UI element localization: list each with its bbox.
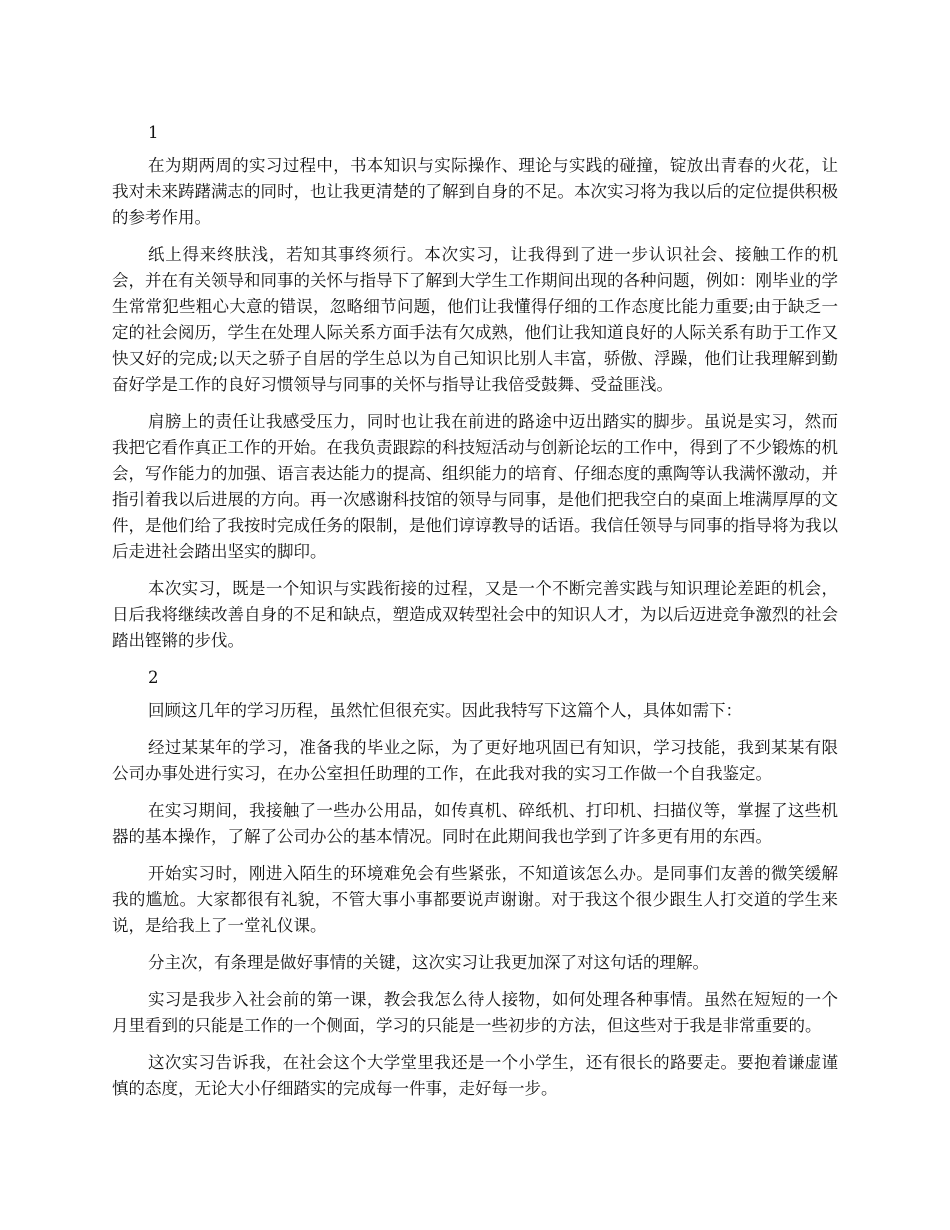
paragraph: 这次实习告诉我，在社会这个大学堂里我还是一个小学生，还有很长的路要走。要抱着谦虚谨慎的态度，无论大小仔细踏实的完成每一件事，走好每一步。 xyxy=(112,1053,838,1098)
paragraph: 在为期两周的实习过程中，书本知识与实际操作、理论与实践的碰撞，锭放出青春的火花，让我对未来踌躇满志的同时，也让我更清楚的了解到自身的不足。本次实习将为我以后的定位提供积极的参考作用。 xyxy=(112,156,838,227)
paragraph: 实习是我步入社会前的第一课，教会我怎么待人接物，如何处理各种事情。虽然在短短的一个月里看到的只能是工作的一个侧面，学习的只能是一些初步的方法，但这些对于我是非常重要的。 xyxy=(112,990,838,1035)
paragraph: 本次实习，既是一个知识与实践衔接的过程，又是一个不断完善实践与知识理论差距的机会，日后我将继续改善自身的不足和缺点，塑造成双转型社会中的知识人才，为以后迈进竞争激烈的社会踏出铿锵的步伐。 xyxy=(112,579,838,650)
paragraph: 在实习期间，我接触了一些办公用品，如传真机、碎纸机、打印机、扫描仪等，掌握了这些机器的基本操作，了解了公司办公的基本情况。同时在此期间我也学到了许多更有用的东西。 xyxy=(112,801,838,846)
section-number: 2 xyxy=(148,668,159,687)
paragraph: 纸上得来终肤浅，若知其事终须行。本次实习，让我得到了进一步认识社会、接触工作的机会，并在有关领导和同事的关怀与指导下了解到大学生工作期间出现的各种问题，例如：刚毕业的学生常常犯些粗心大意的错误，忽略细节问题，他们让我懂得仔细的工作态度比能力重要;由于缺乏一定的社会阅历，学生在处理人际关系方面手法有欠成熟，他们让我知道良好的人际关系有助于工作又快又好的完成;以天之骄子自居的学生总以为自己知识比别人丰富，骄傲、浮躁，他们让我理解到勤奋好学是工作的良好习惯领导与同事的关怀与指导让我倍受鼓舞、受益匪浅。 xyxy=(112,245,838,394)
paragraph: 开始实习时，刚进入陌生的环境难免会有些紧张，不知道该怎么办。是同事们友善的微笑缓解我的尴尬。大家都很有礼貌，不管大事小事都要说声谢谢。对于我这个很少跟生人打交道的学生来说，是给我上了一堂礼仪课。 xyxy=(112,864,838,935)
paragraph: 肩膀上的责任让我感受压力，同时也让我在前进的路途中迈出踏实的脚步。虽说是实习，然而我把它看作真正工作的开始。在我负责跟踪的科技短活动与创新论坛的工作中，得到了不少锻炼的机会，写作能力的加强、语言表达能力的提高、组织能力的培育、仔细态度的熏陶等认我满怀激动，并指引着我以后进展的方向。再一次感谢科技馆的领导与同事，是他们把我空白的桌面上堆满厚厚的文件，是他们给了我按时完成任务的限制，是他们谆谆教导的话语。我信任领导与同事的指导将为我以后走进社会踏出坚实的脚印。 xyxy=(112,412,838,561)
paragraph: 分主次，有条理是做好事情的关键，这次实习让我更加深了对这句话的理解。 xyxy=(148,953,709,972)
document-page xyxy=(112,120,838,1113)
section-number: 1 xyxy=(148,123,159,142)
paragraph: 回顾这几年的学习历程，虽然忙但很充实。因此我特写下这篇个人，具体如需下： xyxy=(148,701,742,720)
paragraph: 经过某某年的学习，准备我的毕业之际，为了更好地巩固已有知识，学习技能，我到某某有限公司办事处进行实习，在办公室担任助理的工作，在此我对我的实习工作做一个自我鉴定。 xyxy=(112,738,838,783)
